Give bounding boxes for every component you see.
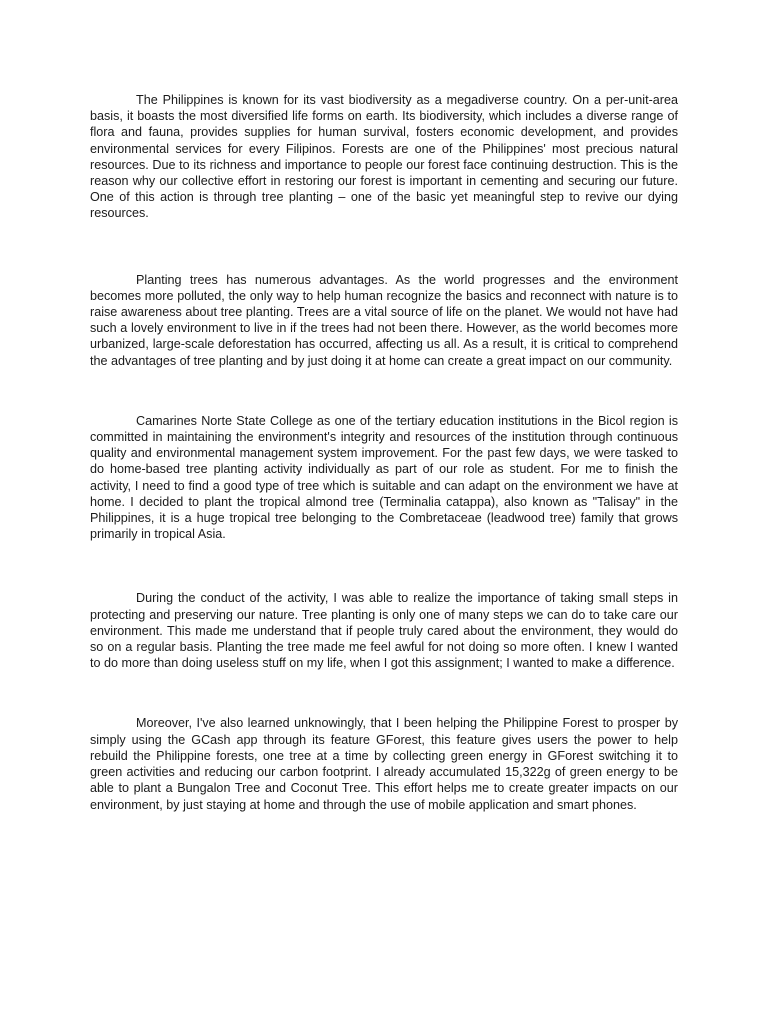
paragraph-college-activity: Camarines Norte State College as one of the tertiary education institutions in the Bicol region is committed in maintaining the environment's integrity and resources of the institution through continuous quality and environmental management system improvement. For the past few days, we were tasked to do home-based tree planting activity individually as part of our role as student. For me to finish the activity, I need to find a good type of tree which is suitable and can adapt on the environment we have at home. I decided to plant the tropical almond tree (Terminalia catappa), also known as "Talisay" in the Philippines, it is a huge tropical tree belonging to the Combretaceae (leadwood tree) family that grows primarily in tropical Asia. <box>90 413 678 542</box>
document-body <box>90 92 678 813</box>
paragraph-gforest: Moreover, I've also learned unknowingly, that I been helping the Philippine Forest to prosper by simply using the GCash app through its feature GForest, this feature gives users the power to help rebuild the Philippine forests, one tree at a time by collecting green energy in GForest switching it to green activities and reducing our carbon footprint. I already accumulated 15,322g of green energy to be able to plant a Bungalon Tree and Coconut Tree. This effort helps me to create greater impacts on our environment, by just staying at home and through the use of mobile application and smart phones. <box>90 716 678 812</box>
paragraph-reflection: During the conduct of the activity, I was able to realize the importance of taking small steps in protecting and preserving our nature. Tree planting is only one of many steps we can do to take care our environment. This made me understand that if people truly cared about the environment, they would do so on a regular basis. Planting the tree made me feel awful for not doing so more often. I knew I wanted to do more than doing useless stuff on my life, when I got this assignment; I wanted to make a difference. <box>90 591 678 671</box>
paragraph-tree-planting-advantages: Planting trees has numerous advantages. As the world progresses and the environment becomes more polluted, the only way to help human recognize the basics and reconnect with nature is to raise awareness about tree planting. Trees are a vital source of life on the planet. We would not have had such a lovely environment to live in if the trees had not been there. However, as the world becomes more urbanized, large-scale deforestation has occurred, affecting us all. As a result, it is critical to comprehend the advantages of tree planting and by just doing it at home can create a great impact on our community. <box>90 272 678 368</box>
paragraph-biodiversity: The Philippines is known for its vast biodiversity as a megadiverse country. On a per-unit-area basis, it boasts the most diversified life forms on earth. Its biodiversity, which includes a diverse range of flora and fauna, provides supplies for human survival, fosters economic development, and provides environmental services for every Filipinos. Forests are one of the Philippines' most precious natural resources. Due to its richness and importance to people our forest face continuing destruction. This is the reason why our collective effort in restoring our forest is important in cementing and securing our future. One of this action is through tree planting – one of the basic yet meaningful step to revive our dying resources. <box>90 93 678 221</box>
